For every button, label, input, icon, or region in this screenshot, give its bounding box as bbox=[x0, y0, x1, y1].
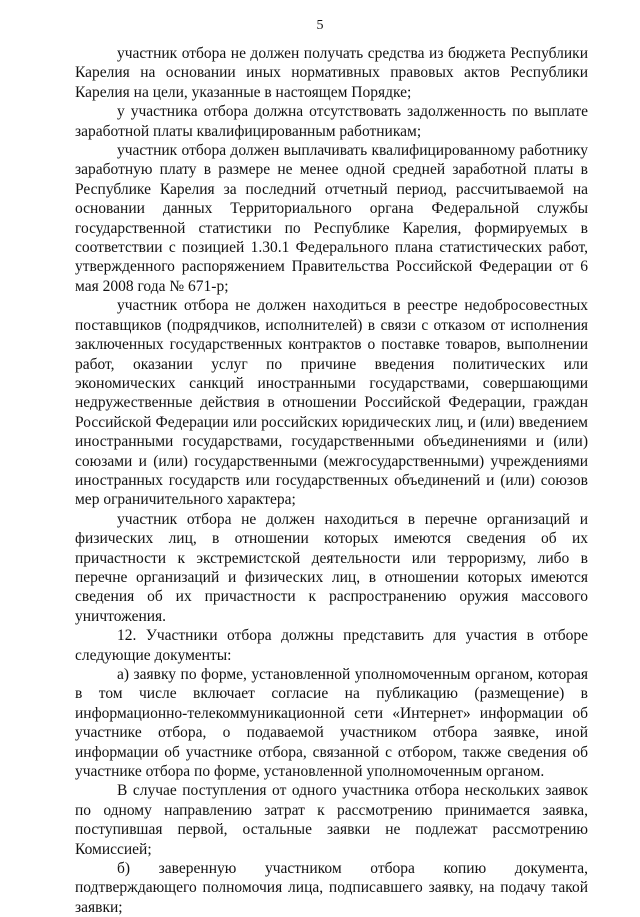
page-number: 5 bbox=[316, 18, 324, 33]
paragraph-multiple-applications: В случае поступления от одного участника отбора нескольких заявок по одному направлению затрат к рассмотрению принимается заявка, поступившая первой, остальные заявки не подлежат рассмотрению Комиссией; bbox=[75, 782, 588, 858]
paragraph-unfair-suppliers-registry: участник отбора не должен находиться в реестре недобросовестных поставщиков (подрядчиков, исполнителей) в связи с отказом от исполнения заключенных государственных контрактов о поставке товаров, выполнении работ, оказании услуг по причине введения политических или экономических санкций иностранными государствами, совершающими недружественные действия в отношении Российской Федерации, граждан Российской Федерации или российских юридических лиц, и (или) введением иностранными государствами, государственными объединениями и (или) союзами и (или) государственными (межгосударственными) учреждениями иностранных государств или государственных объединений и (или) союзов мер ограничительного характера; bbox=[75, 297, 588, 509]
paragraph-item-a-application: а) заявку по форме, установленной уполномоченным органом, которая в том числе включает согласие на публикацию (размещение) в информационно-телекоммуникационной сети «Интернет» информации об участнике отбора, о подаваемой участником отбора заявке, иной информации об участнике отбора, связанной с отбором, также сведения об участнике отбора по форме, установленной уполномоченным органом. bbox=[75, 666, 588, 781]
document-body bbox=[75, 44, 588, 917]
paragraph-wage-arrears: у участника отбора должна отсутствовать задолженность по выплате заработной платы квалифицированным работникам; bbox=[75, 103, 588, 140]
paragraph-section-12: 12. Участники отбора должны представить для участия в отборе следующие документы: bbox=[75, 627, 588, 664]
paragraph-average-wage: участник отбора должен выплачивать квалифицированному работнику заработную плату в размере не менее одной средней заработной платы в Республике Карелия за последний отчетный период, рассчитываемой на основании данных Территориального органа Федеральной службы государственной статистики по Республике Карелия, формируемых в соответствии с позицией 1.30.1 Федерального плана статистических работ, утвержденного распоряжением Правительства Российской Федерации от 6 мая 2008 года № 671-р; bbox=[75, 142, 588, 295]
paragraph-extremism-list: участник отбора не должен находиться в перечне организаций и физических лиц, в отношении которых имеются сведения об их причастности к экстремистской деятельности или терроризму, либо в перечне организаций и физических лиц, в отношении которых имеются сведения об их причастности к распространению оружия массового уничтожения. bbox=[75, 510, 588, 625]
paragraph-item-b-authority-document: б) заверенную участником отбора копию документа, подтверждающего полномочия лица, подписавшего заявку, на подачу такой заявки; bbox=[75, 860, 588, 916]
paragraph-budget-funds: участник отбора не должен получать средства из бюджета Республики Карелия на основании иных нормативных правовых актов Республики Карелия на цели, указанные в настоящем Порядке; bbox=[75, 45, 588, 101]
